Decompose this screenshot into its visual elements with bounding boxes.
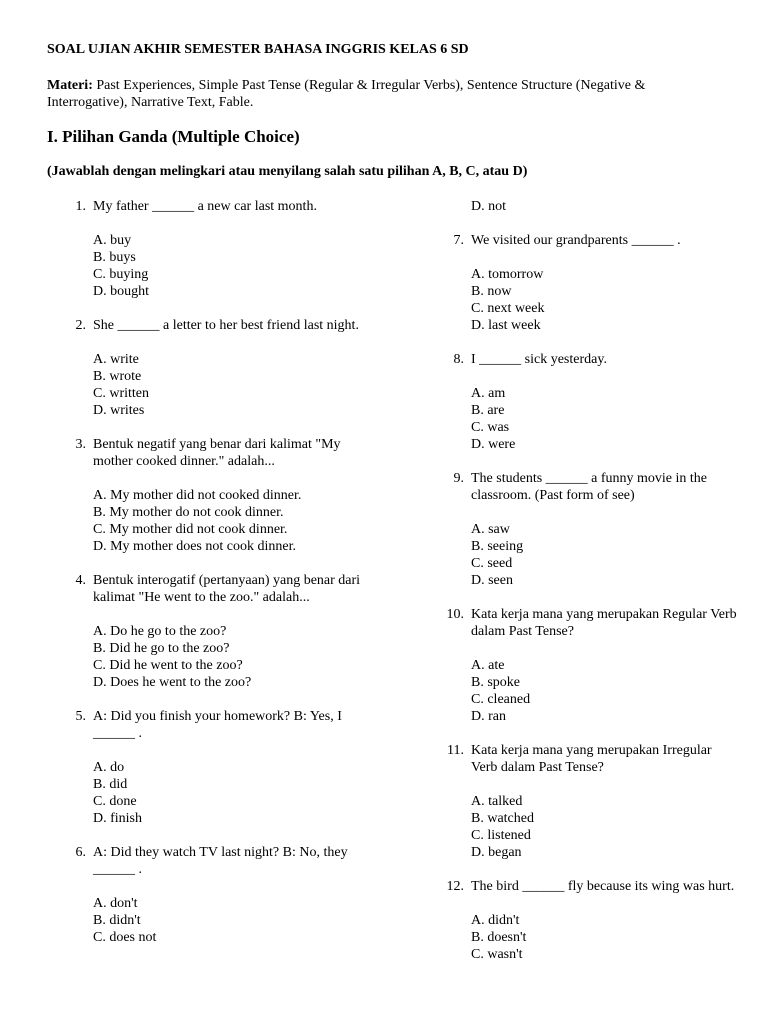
answer-option: A. saw bbox=[471, 522, 510, 537]
question-stem: She ______ a letter to her best friend last night. bbox=[93, 318, 359, 333]
question-stem: Kata kerja mana yang merupakan Regular Verb dalam Past Tense? bbox=[471, 607, 737, 639]
answer-option: C. Did he went to the zoo? bbox=[93, 658, 243, 673]
answer-option: D. finish bbox=[93, 811, 142, 826]
answer-option: A. talked bbox=[471, 794, 523, 809]
answer-option: C. done bbox=[93, 794, 137, 809]
answer-option: A. Do he go to the zoo? bbox=[93, 624, 227, 639]
answer-option: A. ate bbox=[471, 658, 505, 673]
answer-option: A. My mother did not cooked dinner. bbox=[93, 488, 302, 503]
carried-option: D. not bbox=[471, 199, 506, 214]
answer-option: C. seed bbox=[471, 556, 513, 571]
answer-options bbox=[471, 266, 740, 334]
answer-option: C. My mother did not cook dinner. bbox=[93, 522, 288, 537]
answer-option: C. listened bbox=[471, 828, 531, 843]
answer-option: B. doesn't bbox=[471, 930, 527, 945]
answer-option: B. wrote bbox=[93, 369, 142, 384]
answer-option: C. written bbox=[93, 386, 149, 401]
question-item bbox=[62, 708, 362, 827]
answer-option: A. tomorrow bbox=[471, 267, 544, 282]
question-item bbox=[440, 742, 740, 861]
right-column bbox=[440, 198, 740, 980]
answer-option: D. writes bbox=[93, 403, 145, 418]
question-item bbox=[62, 198, 362, 300]
answer-option: B. Did he go to the zoo? bbox=[93, 641, 230, 656]
answer-option: D. ran bbox=[471, 709, 506, 724]
question-item bbox=[440, 470, 740, 589]
question-item bbox=[62, 436, 362, 555]
answer-option: A. buy bbox=[93, 233, 132, 248]
answer-option: D. Does he went to the zoo? bbox=[93, 675, 252, 690]
question-stem: A: Did they watch TV last night? B: No, they ______ . bbox=[93, 845, 348, 877]
question-item bbox=[440, 606, 740, 725]
question-number: 4. bbox=[75, 573, 86, 588]
question-item bbox=[62, 844, 362, 946]
answer-option: A. am bbox=[471, 386, 506, 401]
instruction: (Jawablah dengan melingkari atau menyilang salah satu pilihan A, B, C, atau D) bbox=[47, 164, 528, 179]
answer-option: C. next week bbox=[471, 301, 545, 316]
question-number: 9. bbox=[453, 471, 464, 486]
answer-option: B. seeing bbox=[471, 539, 524, 554]
answer-options bbox=[471, 793, 740, 861]
answer-option: B. didn't bbox=[93, 913, 141, 928]
question-stem: Kata kerja mana yang merupakan Irregular Verb dalam Past Tense? bbox=[471, 743, 712, 775]
question-number: 10. bbox=[446, 607, 464, 622]
answer-option: B. watched bbox=[471, 811, 534, 826]
question-stem: The bird ______ fly because its wing was hurt. bbox=[471, 879, 735, 894]
question-number: 6. bbox=[75, 845, 86, 860]
answer-options bbox=[93, 759, 362, 827]
answer-option: D. were bbox=[471, 437, 516, 452]
answer-option: D. seen bbox=[471, 573, 513, 588]
question-number: 2. bbox=[75, 318, 86, 333]
question-number: 1. bbox=[75, 199, 86, 214]
materi-text: Past Experiences, Simple Past Tense (Regular & Irregular Verbs), Sentence Structure (Negative & Interrogative), Narrative Text, Fable. bbox=[47, 78, 646, 110]
answer-option: B. My mother do not cook dinner. bbox=[93, 505, 284, 520]
question-stem: Bentuk interogatif (pertanyaan) yang benar dari kalimat "He went to the zoo." adalah... bbox=[93, 573, 361, 605]
question-stem: A: Did you finish your homework? B: Yes, I ______ . bbox=[93, 709, 342, 741]
question-item bbox=[440, 232, 740, 334]
question-item bbox=[440, 351, 740, 453]
question-stem: We visited our grandparents ______ . bbox=[471, 233, 681, 248]
question-number: 3. bbox=[75, 437, 86, 452]
question-number: 7. bbox=[453, 233, 464, 248]
answer-option: D. bought bbox=[93, 284, 149, 299]
answer-option: C. cleaned bbox=[471, 692, 531, 707]
answer-option: B. are bbox=[471, 403, 505, 418]
answer-option: B. now bbox=[471, 284, 512, 299]
answer-option: B. did bbox=[93, 777, 128, 792]
answer-options bbox=[93, 623, 362, 691]
answer-options bbox=[471, 521, 740, 589]
answer-options bbox=[93, 895, 362, 946]
question-stem: I ______ sick yesterday. bbox=[471, 352, 607, 367]
question-number: 11. bbox=[447, 743, 464, 758]
answer-option: A. didn't bbox=[471, 913, 520, 928]
section-title: I. Pilihan Ganda (Multiple Choice) bbox=[47, 127, 300, 146]
question-number: 5. bbox=[75, 709, 86, 724]
answer-option: C. buying bbox=[93, 267, 149, 282]
answer-option: A. don't bbox=[93, 896, 138, 911]
answer-option: C. wasn't bbox=[471, 947, 523, 962]
answer-option: C. does not bbox=[93, 930, 157, 945]
question-stem: The students ______ a funny movie in the classroom. (Past form of see) bbox=[471, 471, 708, 503]
answer-option: B. spoke bbox=[471, 675, 520, 690]
left-column bbox=[62, 198, 362, 963]
page-title: SOAL UJIAN AKHIR SEMESTER BAHASA INGGRIS KELAS 6 SD bbox=[47, 42, 469, 57]
answer-options bbox=[471, 657, 740, 725]
question-item bbox=[62, 572, 362, 691]
answer-option: A. do bbox=[93, 760, 125, 775]
answer-options bbox=[93, 351, 362, 419]
question-number: 12. bbox=[446, 879, 464, 894]
answer-option: D. My mother does not cook dinner. bbox=[93, 539, 296, 554]
answer-option: B. buys bbox=[93, 250, 136, 265]
answer-options bbox=[93, 487, 362, 555]
answer-option: D. last week bbox=[471, 318, 541, 333]
question-number: 8. bbox=[453, 352, 464, 367]
materi-line bbox=[47, 77, 727, 111]
materi-label: Materi: bbox=[47, 78, 93, 93]
answer-option: C. was bbox=[471, 420, 510, 435]
answer-options bbox=[93, 232, 362, 300]
answer-options bbox=[471, 912, 740, 963]
answer-options bbox=[471, 385, 740, 453]
question-item bbox=[62, 317, 362, 419]
question-stem: My father ______ a new car last month. bbox=[93, 199, 317, 214]
answer-option: D. began bbox=[471, 845, 522, 860]
question-item bbox=[440, 878, 740, 963]
answer-option: A. write bbox=[93, 352, 139, 367]
question-stem: Bentuk negatif yang benar dari kalimat "My mother cooked dinner." adalah... bbox=[93, 437, 341, 469]
